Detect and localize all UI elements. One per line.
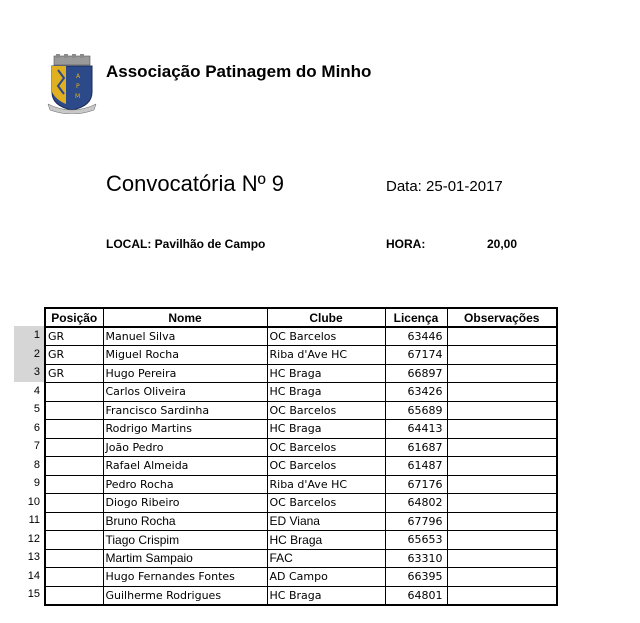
cell-posicao[interactable] <box>45 438 103 457</box>
cell-nome[interactable]: Pedro Rocha <box>103 475 267 494</box>
cell-posicao[interactable] <box>45 549 103 568</box>
row-number: 2 <box>14 345 44 364</box>
cell-licenca[interactable]: 66395 <box>385 568 447 587</box>
row-number: 1 <box>14 326 44 345</box>
cell-nome[interactable]: Bruno Rocha <box>103 512 267 531</box>
org-name: Associação Patinagem do Minho <box>106 62 372 81</box>
cell-observacoes[interactable] <box>447 383 557 402</box>
row-number: 7 <box>33 440 40 452</box>
local-text: LOCAL: Pavilhão de Campo <box>106 237 266 251</box>
cell-licenca[interactable]: 67174 <box>385 346 447 365</box>
cell-clube[interactable]: Riba d'Ave HC <box>267 346 385 365</box>
cell-clube[interactable]: OC Barcelos <box>267 457 385 476</box>
cell-licenca[interactable]: 61487 <box>385 457 447 476</box>
col-header-observacoes: Observações <box>447 308 557 327</box>
cell-nome[interactable]: João Pedro <box>103 438 267 457</box>
table-row <box>45 586 557 605</box>
cell-posicao[interactable] <box>45 494 103 513</box>
cell-licenca[interactable]: 66897 <box>385 364 447 383</box>
row-number: 10 <box>27 495 40 508</box>
crest-letter-a: A <box>76 73 81 80</box>
col-header-clube: Clube <box>267 308 385 327</box>
col-header-posicao: Posição <box>45 308 103 327</box>
cell-clube[interactable]: OC Barcelos <box>267 401 385 420</box>
cell-nome[interactable]: Hugo Pereira <box>103 364 267 383</box>
row-number: 5 <box>33 403 40 415</box>
row-number: 4 <box>33 384 40 397</box>
cell-posicao[interactable]: GR <box>45 346 103 365</box>
table-row <box>45 364 557 383</box>
cell-posicao[interactable] <box>45 475 103 494</box>
cell-nome[interactable]: Manuel Silva <box>103 327 267 346</box>
cell-licenca[interactable]: 67176 <box>385 475 447 494</box>
table-row <box>45 531 557 550</box>
cell-nome[interactable]: Martim Sampaio <box>103 549 267 568</box>
crest-letter-p: P <box>76 83 80 90</box>
cell-clube[interactable]: OC Barcelos <box>267 438 385 457</box>
cell-posicao[interactable] <box>45 420 103 439</box>
cell-posicao[interactable] <box>45 457 103 476</box>
cell-observacoes[interactable] <box>447 364 557 383</box>
cell-clube[interactable]: OC Barcelos <box>267 494 385 513</box>
table-row <box>45 346 557 365</box>
col-header-licenca: Licença <box>385 308 447 327</box>
row-number: 13 <box>27 551 40 563</box>
cell-licenca[interactable]: 64801 <box>385 586 447 605</box>
cell-nome[interactable]: Hugo Fernandes Fontes <box>103 568 267 587</box>
cell-nome[interactable]: Miguel Rocha <box>103 346 267 365</box>
cell-licenca[interactable]: 64802 <box>385 494 447 513</box>
cell-posicao[interactable]: GR <box>45 364 103 383</box>
cell-clube[interactable]: HC Braga <box>267 586 385 605</box>
table-row <box>45 512 557 531</box>
row-number: 15 <box>27 588 40 600</box>
cell-licenca[interactable]: 63310 <box>385 549 447 568</box>
cell-nome[interactable]: Guilherme Rodrigues <box>103 586 267 605</box>
cell-observacoes[interactable] <box>447 568 557 587</box>
hora-value: 20,00 <box>486 237 517 251</box>
row-number: 9 <box>33 477 40 489</box>
cell-clube[interactable]: FAC <box>267 549 385 568</box>
col-header-nome: Nome <box>103 308 267 327</box>
cell-observacoes[interactable] <box>447 475 557 494</box>
hora-label: HORA: <box>386 237 426 251</box>
cell-nome[interactable]: Diogo Ribeiro <box>103 494 267 513</box>
cell-licenca[interactable]: 63446 <box>385 327 447 346</box>
cell-nome[interactable]: Carlos Oliveira <box>103 383 267 402</box>
table-row <box>45 549 557 568</box>
convocatoria-date: Data: 25-01-2017 <box>386 178 503 195</box>
cell-observacoes[interactable] <box>447 457 557 476</box>
cell-clube[interactable]: HC Braga <box>267 420 385 439</box>
cell-licenca[interactable]: 65653 <box>385 531 447 550</box>
cell-observacoes[interactable] <box>447 346 557 365</box>
cell-posicao[interactable] <box>45 531 103 550</box>
cell-observacoes[interactable] <box>447 512 557 531</box>
cell-observacoes[interactable] <box>447 438 557 457</box>
table-row <box>45 420 557 439</box>
cell-observacoes[interactable] <box>447 401 557 420</box>
cell-licenca[interactable]: 67796 <box>385 512 447 531</box>
cell-posicao[interactable] <box>45 383 103 402</box>
cell-nome[interactable]: Rafael Almeida <box>103 457 267 476</box>
convocatoria-title: Convocatória Nº 9 <box>106 171 285 196</box>
cell-licenca[interactable]: 65689 <box>385 401 447 420</box>
cell-observacoes[interactable] <box>447 586 557 605</box>
cell-clube[interactable]: OC Barcelos <box>267 327 385 346</box>
cell-licenca[interactable]: 64413 <box>385 420 447 439</box>
table-row <box>45 438 557 457</box>
crest-logo <box>44 54 100 114</box>
cell-licenca[interactable]: 61687 <box>385 438 447 457</box>
cell-posicao[interactable] <box>45 586 103 605</box>
cell-clube[interactable]: AD Campo <box>267 568 385 587</box>
cell-posicao[interactable] <box>45 512 103 531</box>
cell-posicao[interactable] <box>45 401 103 420</box>
cell-nome[interactable]: Rodrigo Martins <box>103 420 267 439</box>
table-header-row <box>45 308 557 327</box>
table-row <box>45 568 557 587</box>
crest-letter-m: M <box>75 93 81 100</box>
roster-table <box>44 307 558 606</box>
cell-clube[interactable]: HC Braga <box>267 383 385 402</box>
cell-observacoes[interactable] <box>447 327 557 346</box>
cell-posicao[interactable]: GR <box>45 327 103 346</box>
row-number: 11 <box>28 514 40 526</box>
cell-clube[interactable]: ED Viana <box>267 512 385 531</box>
table-row <box>45 327 557 346</box>
cell-licenca[interactable]: 63426 <box>385 383 447 402</box>
row-number: 12 <box>27 532 40 545</box>
table-row <box>45 475 557 494</box>
cell-nome[interactable]: Tiago Crispim <box>103 531 267 550</box>
cell-clube[interactable]: HC Braga <box>267 531 385 550</box>
row-number: 3 <box>14 363 44 382</box>
cell-observacoes[interactable] <box>447 549 557 568</box>
cell-observacoes[interactable] <box>447 420 557 439</box>
cell-observacoes[interactable] <box>447 494 557 513</box>
table-row <box>45 401 557 420</box>
cell-observacoes[interactable] <box>447 531 557 550</box>
cell-nome[interactable]: Francisco Sardinha <box>103 401 267 420</box>
row-number: 8 <box>33 458 40 471</box>
row-number: 6 <box>33 421 40 434</box>
table-row <box>45 457 557 476</box>
cell-clube[interactable]: Riba d'Ave HC <box>267 475 385 494</box>
cell-posicao[interactable] <box>45 568 103 587</box>
row-number-column <box>14 326 44 604</box>
row-number: 14 <box>27 569 40 582</box>
table-row <box>45 383 557 402</box>
table-row <box>45 494 557 513</box>
cell-clube[interactable]: HC Braga <box>267 364 385 383</box>
